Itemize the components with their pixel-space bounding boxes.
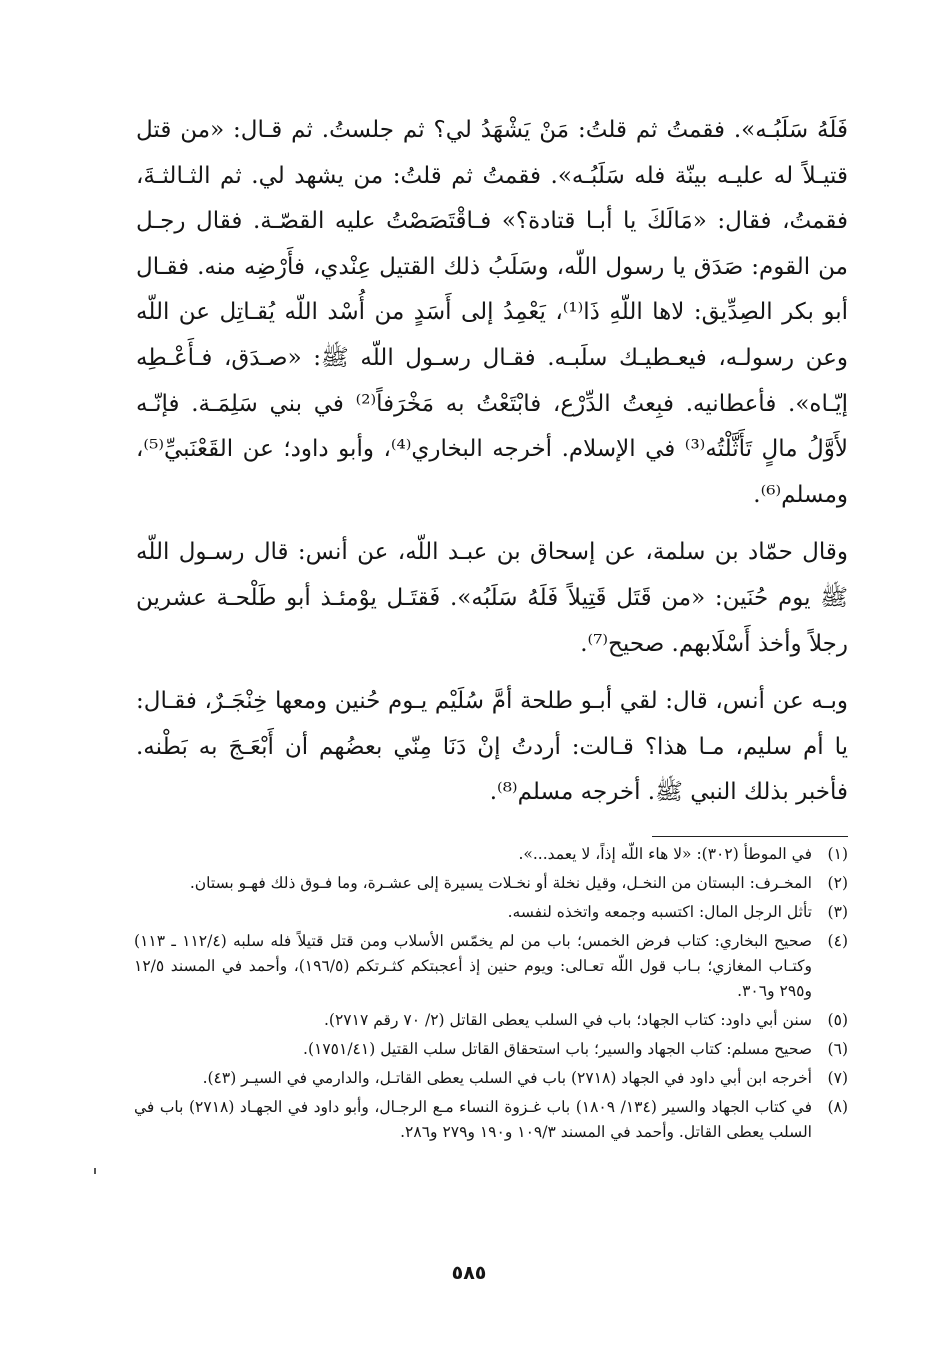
- footnote-number: (٢): [827, 874, 848, 892]
- footnote-number: (١): [827, 845, 848, 863]
- footnote-text: في كتاب الجهاد والسير (١٣٤/ ١٨٠٩) باب غـزوة النساء مـع الرجـال، وأبو داود في الجهـاد (٢٧١٨) باب في السلب يعطى القاتل. وأحمد في المسند ١٠٩/٣ و١٩٠ و٢٧٩ و٢٨٦.: [134, 1098, 812, 1141]
- page-number: ٥٨٥: [451, 1262, 487, 1284]
- footnote-text: صحيح البخاري: كتاب فرض الخمس؛ باب من لم يخمّس الأسلاب ومن قتل قتيلاً فله سلبه (١١٢/٤ ـ ١١٣) وكتـاب المغازي؛ بـاب قول اللّه تعـالى: ويوم حنين إذ أعجبتكم كثـرتكم (١٩٦/٥)، وأحمد في المسند ١٢/٥ و٢٩٥ و٣٠٦.: [134, 932, 813, 1000]
- footnote-text: تأثل الرجل المال: اكتسبه وجمعه واتخذه لنفسه.: [507, 903, 812, 921]
- footnote-text: المخـرف: البستان من النخـل، وقيل نخلة أو نخـلات يسيرة إلى عشـرة، وما فـوق ذلك فهـو بستان.: [189, 874, 812, 892]
- footnote-number: (٤): [827, 932, 848, 950]
- footnote-text: أخرجه ابن أبي داود في الجهاد (٢٧١٨) باب في السلب يعطى القاتـل، والدارمي في السيـر (٤٣).: [202, 1069, 812, 1087]
- footnote-8: [134, 1095, 848, 1145]
- footnote-6: [134, 1037, 848, 1062]
- paragraph-3: وبـه عن أنس، قال: لقي أبـو طلحة أمَّ سُلَيْم يـوم حُنين ومعها خِنْجَـرٌ، فقـال: يا أم سليم، مـا هذا؟ قـالت: أردتُ إنْ دَنَا مِنّي بعضُهم أن أَبْعَـجَ به بَطْنه. فأخبر بذلك النبي ﷺ. أخرجه مسلم⁽⁸⁾.: [136, 688, 848, 806]
- footnote-number: (٨): [827, 1098, 848, 1116]
- footnote-4: [134, 929, 848, 1004]
- paragraph-1: فَلَهُ سَلَبُـه». فقمتُ ثم قلتُ: مَنْ يَشْهَدُ لي؟ ثم جلستُ. ثم قـال: «من قتل قتيـلاً له عليـه بينّة فله سَلَبُـه». فقمتُ ثم قلتُ: من يشهد لي. ثم الثـالثـةَ، فقمتُ، فقال: «مَالَكَ يا أبـا قتادة؟» فـاقْتَصَصْتُ عليه القصّـة. فقال رجـل من القوم: صَدَق يا رسول اللّه، وسَلَبُ ذلك القتيل عِنْدي، فأَرْضِه منه. فقـال أبو بكر الصِدِّيق: لاها اللّهِ ذَا⁽¹⁾، يَعْمِدُ إلى أَسَدٍ من أُسْد اللّه يُقـاتِل عن اللّه وعن رسولـه، فيعـطيـك سلَبـه. فقـال رسـول اللّه ﷺ: «صـدَق، فـأَعْـطِه إيّـاه». فأعطانيه. فبِعتُ الدِّرْع، فابْتَعْتُ به مَخْرَفاً⁽²⁾ في بني سَلِمَـة. فإنّـه لأَوَّلُ مالٍ تَأَثَّلْتُه⁽³⁾ في الإسلام. أخرجه البخاري⁽⁴⁾، وأبو داود؛ عن القَعْنَبيِّ⁽⁵⁾، ومسلم⁽⁶⁾.: [136, 117, 849, 508]
- footnote-text: في الموطأ (٣٠٢): «لا هاء اللّه إذاً، لا يعمد...».: [518, 845, 812, 863]
- footnote-number: (٧): [827, 1069, 848, 1087]
- paragraph-2: وقال حمّاد بن سلمة، عن إسحاق بن عبـد اللّه، عن أنس: قال رسـول اللّه ﷺ يوم حُنَين: «من قَتَل قَتِيلاً فَلَهُ سَلَبُه». فَقتَـل يوْمئـذ أبو طَلْحـة عشرين رجلاً وأخذ أَسْلَابهم. صحيح⁽⁷⁾.: [136, 539, 848, 657]
- footnote-text: سنن أبي داود: كتاب الجهاد؛ باب في السلب يعطى القاتل (٢/ ٧٠ رقم ٢٧١٧).: [324, 1011, 812, 1029]
- footnote-number: (٣): [827, 903, 848, 921]
- footnotes: [134, 838, 848, 1145]
- footnote-text: صحيح مسلم: كتاب الجهاد والسير؛ باب استحقاق القاتل سلب القتيل (١٧٥١/٤١).: [303, 1040, 812, 1058]
- footnote-number: (٦): [827, 1040, 848, 1058]
- footnote-3: [134, 900, 848, 925]
- footnote-7: [134, 1066, 848, 1091]
- main-text: [136, 108, 848, 816]
- footnote-5: [134, 1008, 848, 1033]
- footnote-number: (٥): [827, 1011, 848, 1029]
- footnote-divider: [652, 836, 848, 837]
- footnote-1: [134, 842, 848, 867]
- footnote-2: [134, 871, 848, 896]
- scan-mark: [94, 1168, 96, 1174]
